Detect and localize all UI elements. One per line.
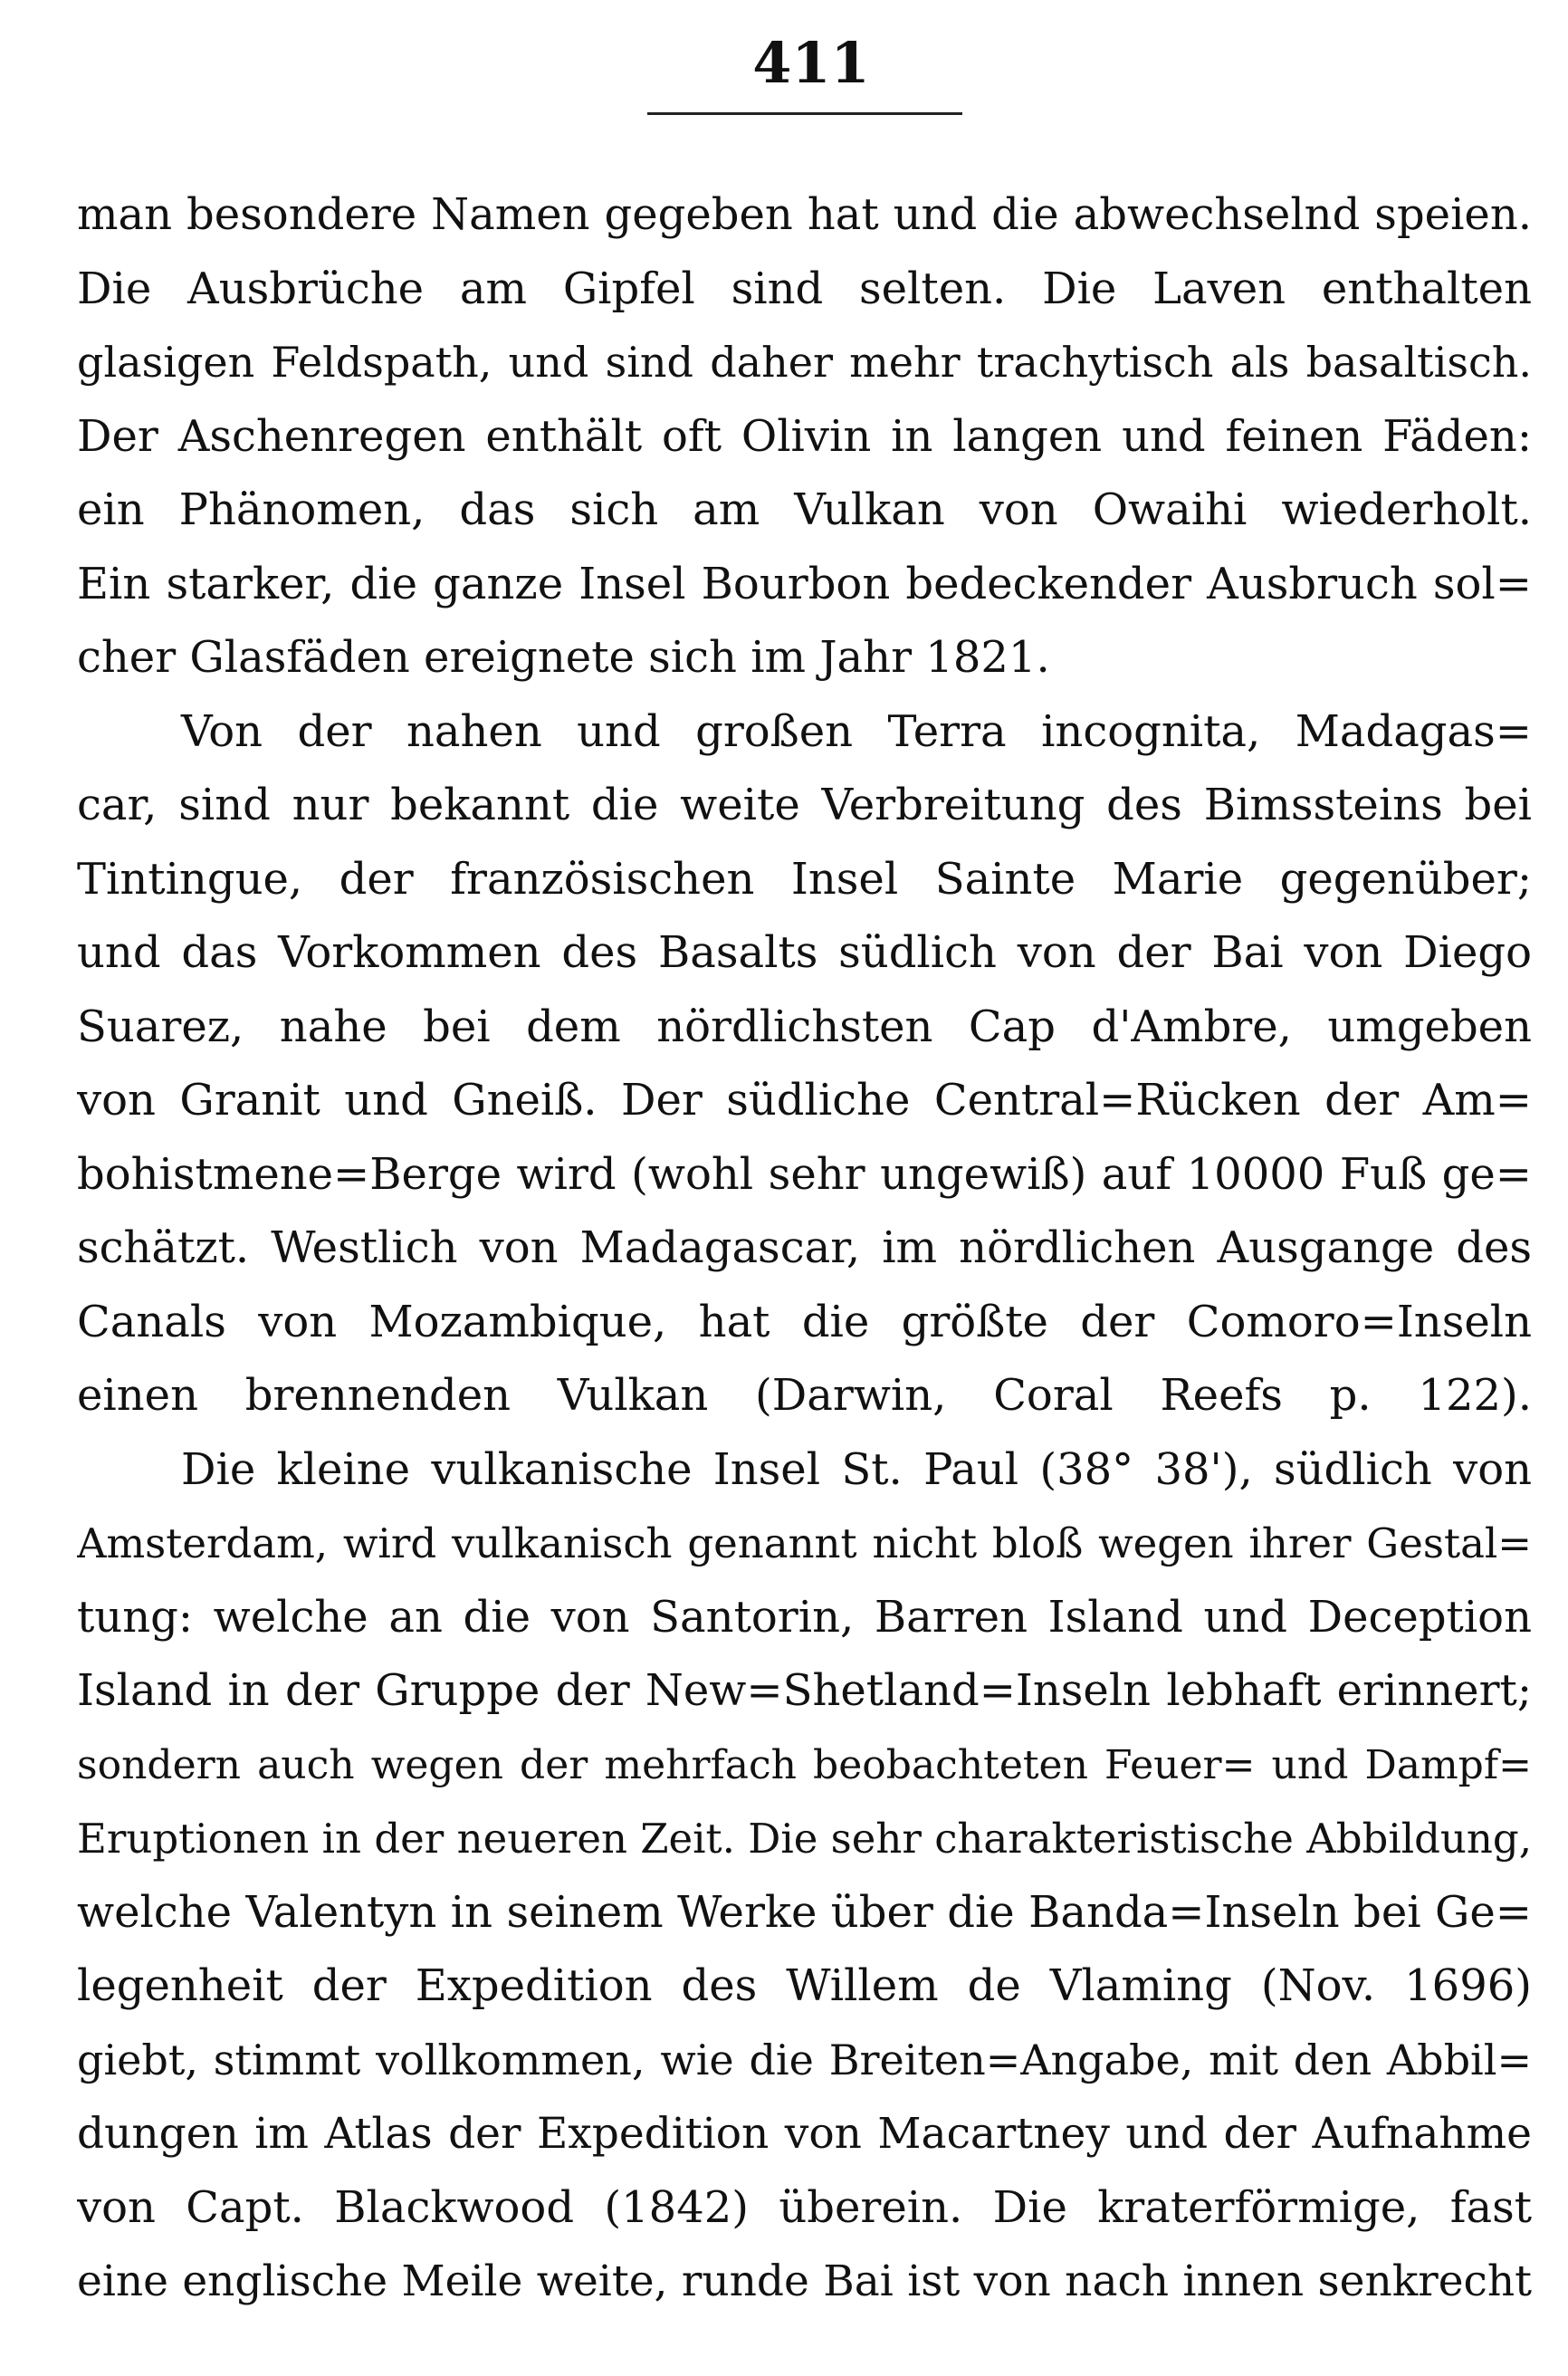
text-line: Eruptionen in der neueren Zeit. Die sehr charakteristische Abbildung, [77, 1815, 1532, 1863]
text-line: cher Glasfäden ereignete sich im Jahr 1821. [77, 632, 1050, 683]
text-line: Der Aschenregen enthält oft Olivin in langen und feinen Fäden: [77, 410, 1532, 462]
text-line: man besondere Namen gegeben hat und die abwechselnd speien. [77, 189, 1532, 240]
text-line: sondern auch wegen der mehrfach beobachteten Feuer= und Dampf= [77, 1741, 1532, 1788]
text-line: Canals von Mozambique, hat die größte der Comoro=Inseln [77, 1296, 1532, 1347]
text-line: legenheit der Expedition des Willem de Vlaming (Nov. 1696) [77, 1960, 1532, 2011]
text-line: eine englische Meile weite, runde Bai ist von nach innen senkrecht [77, 2256, 1532, 2306]
text-line: schätzt. Westlich von Madagascar, im nördlichen Ausgange des [77, 1222, 1532, 1273]
text-line: bohistmene=Berge wird (wohl sehr ungewiß) auf 10000 Fuß ge= [77, 1148, 1532, 1200]
text-line: glasigen Feldspath, und sind daher mehr trachytisch als basaltisch. [77, 338, 1532, 387]
paragraph [77, 695, 1532, 1433]
text-line: Island in der Gruppe der New=Shetland=Inseln lebhaft erinnert; [77, 1665, 1532, 1716]
text-line: von Granit und Gneiß. Der südliche Central=Rücken der Am= [77, 1075, 1532, 1126]
text-line: einen brennenden Vulkan (Darwin, Coral Reefs p. 122). [77, 1370, 1532, 1421]
text-line: Tintingue, der französischen Insel Sainte Marie gegenüber; [77, 853, 1532, 905]
text-line: Von der nahen und großen Terra incognita, Madagas= [181, 705, 1532, 757]
text-line: welche Valentyn in seinem Werke über die Banda=Inseln bei Ge= [77, 1886, 1532, 1938]
text-line: Ein starker, die ganze Insel Bourbon bedeckender Ausbruch sol= [77, 558, 1532, 609]
page-number: 411 [752, 30, 870, 96]
text-line: Die kleine vulkanische Insel St. Paul (38° 38'), südlich von [181, 1443, 1532, 1495]
text-line: car, sind nur bekannt die weite Verbreitung des Bimssteins bei [77, 780, 1532, 830]
text-line: giebt, stimmt vollkommen, wie die Breiten=Angabe, mit den Abbil= [77, 2035, 1532, 2084]
text-line: von Capt. Blackwood (1842) überein. Die kraterförmige, fast [77, 2181, 1532, 2233]
paragraph [77, 1433, 1532, 2319]
text-line: dungen im Atlas der Expedition von Macartney und der Aufnahme [77, 2109, 1532, 2159]
body-text [77, 178, 1532, 2319]
text-line: Die Ausbrüche am Gipfel sind selten. Die Laven enthalten [77, 263, 1532, 314]
text-line: ein Phänomen, das sich am Vulkan von Owaihi wiederholt. [77, 484, 1532, 535]
header-rule [647, 112, 962, 115]
text-line: tung: welche an die von Santorin, Barren Island und Deception [77, 1591, 1532, 1643]
paragraph [77, 178, 1532, 695]
text-line: Suarez, nahe bei dem nördlichsten Cap d'Ambre, umgeben [77, 1001, 1532, 1052]
text-line: Amsterdam, wird vulkanisch genannt nicht bloß wegen ihrer Gestal= [77, 1519, 1532, 1567]
text-line: und das Vorkommen des Basalts südlich von der Bai von Diego [77, 927, 1532, 978]
